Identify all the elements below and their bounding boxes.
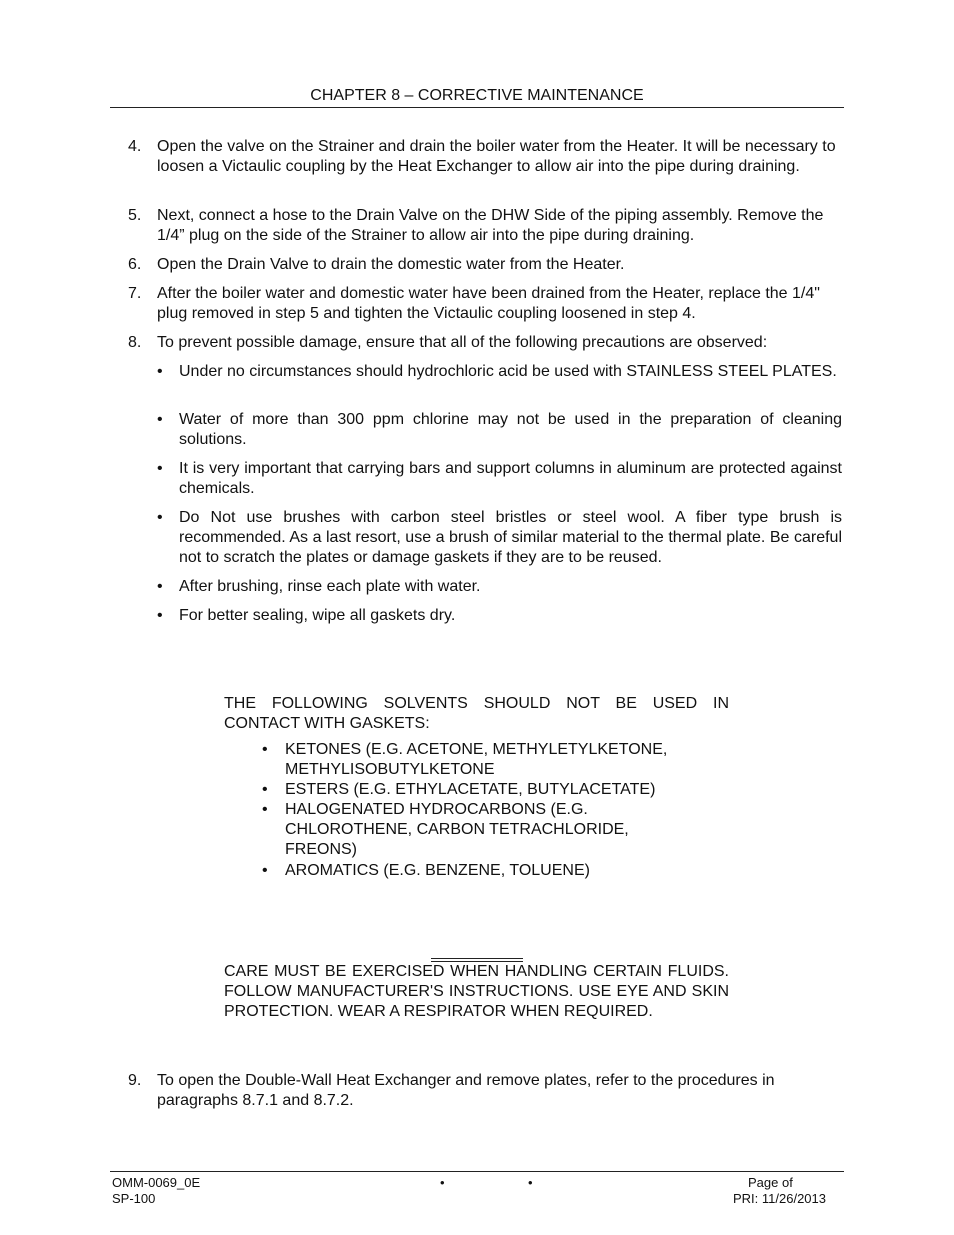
bullet-glyph: • [262, 801, 268, 818]
precaution-text: After brushing, rinse each plate with water. [179, 578, 481, 595]
precaution-text: Water of more than 300 ppm chlorine may not be used in the preparation of cleaning solutions. [179, 411, 842, 448]
step-text: Open the valve on the Strainer and drain the boiler water from the Heater. It will be necessary to loosen a Victaulic coupling by the Heat Exchanger to allow air into the pipe during draining. [157, 138, 836, 175]
solvent-text: KETONES (E.G. ACETONE, METHYLETYLKETONE, METHYLISOBUTYLKETONE [285, 741, 668, 778]
step-4 [110, 137, 844, 177]
step-number: 6. [128, 256, 142, 273]
precaution-item [157, 508, 842, 568]
footer-bullet: • [440, 1175, 445, 1190]
precaution-text: Under no circumstances should hydrochloric acid be used with STAINLESS STEEL PLATES. [179, 363, 837, 380]
chapter-header: CHAPTER 8 – CORRECTIVE MAINTENANCE [310, 87, 644, 104]
step-number: 5. [128, 207, 142, 224]
step-number: 8. [128, 334, 142, 351]
footer-model: SP-100 [112, 1191, 156, 1206]
precaution-text: Do Not use brushes with carbon steel bristles or steel wool. A fiber type brush is recommended. As a last resort, use a brush of similar material to the thermal plate. Be careful not to scratch the plates or damage gaskets if they are to be reused. [179, 509, 842, 566]
bullet-glyph: • [262, 862, 268, 879]
footer-bullet: • [528, 1175, 533, 1190]
footer-doc-number: OMM-0069_0E [112, 1175, 201, 1190]
solvent-text: HALOGENATED HYDROCARBONS (E.G. CHLOROTHENE, CARBON TETRACHLORIDE, FREONS) [285, 801, 629, 858]
step-number: 4. [128, 138, 142, 155]
step-8 [110, 333, 844, 353]
bullet-glyph: • [157, 460, 163, 477]
solvent-item [262, 800, 722, 860]
step-7 [110, 284, 844, 324]
step-text: After the boiler water and domestic water have been drained from the Heater, replace the 1/4" plug removed in step 5 and tighten the Victaulic coupling loosened in step 4. [157, 285, 820, 322]
step-5 [110, 206, 844, 246]
step-text: Open the Drain Valve to drain the domestic water from the Heater. [157, 256, 625, 273]
bullet-glyph: • [262, 781, 268, 798]
step-text: To open the Double-Wall Heat Exchanger and remove plates, refer to the procedures in paragraphs 8.7.1 and 8.7.2. [157, 1072, 775, 1109]
precaution-item [157, 459, 842, 499]
bullet-glyph: • [157, 607, 163, 624]
caution-intro-text: THE FOLLOWING SOLVENTS SHOULD NOT BE USED IN CONTACT WITH GASKETS: [224, 695, 729, 732]
precaution-item [157, 606, 842, 626]
precaution-text: It is very important that carrying bars and support columns in aluminum are protected against chemicals. [179, 460, 842, 497]
header-rule [110, 107, 844, 108]
solvent-text: AROMATICS (E.G. BENZENE, TOLUENE) [285, 862, 590, 879]
bullet-glyph: • [157, 509, 163, 526]
solvent-item [262, 861, 722, 881]
precaution-item [157, 577, 842, 597]
footer-page-label: Page of [748, 1175, 793, 1190]
step-text: To prevent possible damage, ensure that all of the following precautions are observed: [157, 334, 768, 351]
precaution-item [157, 362, 842, 382]
step-6 [110, 255, 844, 275]
step-number: 9. [128, 1072, 142, 1089]
warning-text: CARE MUST BE EXERCISED WHEN HANDLING CERTAIN FLUIDS. FOLLOW MANUFACTURER'S INSTRUCTIONS. USE EYE AND SKIN PROTECTION. WEAR A RESPIRATOR WHEN REQUIRED. [224, 963, 729, 1020]
precaution-item [157, 410, 842, 450]
caution-intro [224, 694, 729, 734]
bullet-glyph: • [262, 741, 268, 758]
step-number: 7. [128, 285, 142, 302]
solvent-item [262, 740, 722, 780]
step-text: Next, connect a hose to the Drain Valve on the DHW Side of the piping assembly. Remove the 1/4” plug on the side of the Strainer to allow air into the pipe during draining. [157, 207, 824, 244]
step-9 [110, 1071, 844, 1111]
precaution-text: For better sealing, wipe all gaskets dry. [179, 607, 456, 624]
bullet-glyph: • [157, 363, 163, 380]
bullet-glyph: • [157, 411, 163, 428]
footer-rule [110, 1171, 844, 1172]
solvent-text: ESTERS (E.G. ETHYLACETATE, BUTYLACETATE) [285, 781, 656, 798]
bullet-glyph: • [157, 578, 163, 595]
footer-pri-date: PRI: 11/26/2013 [733, 1191, 826, 1206]
solvent-item [262, 780, 722, 800]
